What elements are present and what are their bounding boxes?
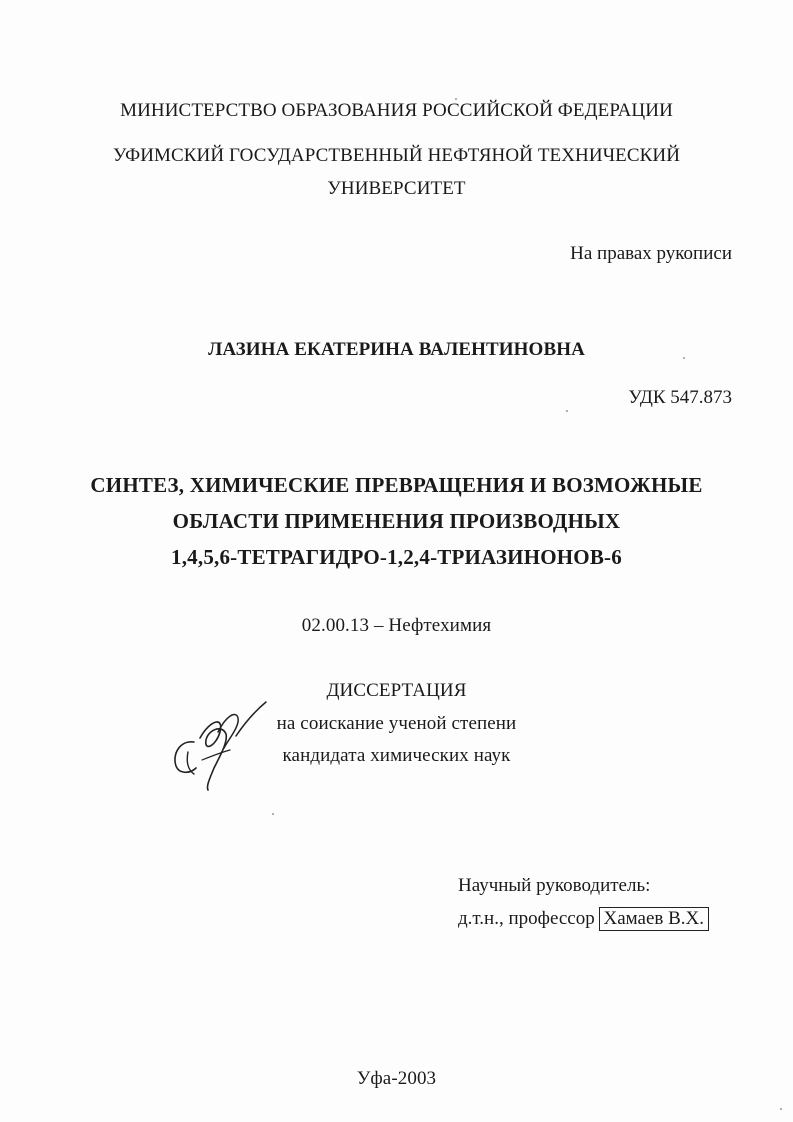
manuscript-rights-note: На правах рукописи	[570, 243, 732, 264]
supervisor-label: Научный руководитель:	[458, 875, 651, 896]
supervisor-degree: д.т.н., профессор	[458, 908, 595, 929]
degree-purpose-line2: кандидата химических наук	[282, 745, 511, 766]
scan-speck	[683, 357, 685, 359]
supervisor-name: Хамаев В.Х.	[599, 907, 709, 931]
scan-speck	[455, 98, 457, 100]
author-name: ЛАЗИНА ЕКАТЕРИНА ВАЛЕНТИНОВНА	[208, 339, 585, 360]
thesis-title-line2: ОБЛАСТИ ПРИМЕНЕНИЯ ПРОИЗВОДНЫХ	[172, 509, 621, 533]
supervisor-credentials	[458, 908, 709, 930]
scan-speck	[780, 1108, 782, 1110]
udc-code: УДК 547.873	[628, 387, 732, 408]
dissertation-type: ДИССЕРТАЦИЯ	[326, 680, 467, 701]
thesis-title-line1: СИНТЕЗ, ХИМИЧЕСКИЕ ПРЕВРАЩЕНИЯ И ВОЗМОЖНЫЕ	[90, 473, 703, 497]
degree-purpose-line1: на соискание ученой степени	[276, 713, 517, 734]
thesis-title-line3: 1,4,5,6-ТЕТРАГИДРО-1,2,4-ТРИАЗИНОНОВ-6	[171, 545, 622, 569]
handwritten-signature	[166, 690, 276, 800]
ministry-heading: МИНИСТЕРСТВО ОБРАЗОВАНИЯ РОССИЙСКОЙ ФЕДЕРАЦИИ	[120, 100, 673, 121]
scan-speck	[566, 410, 568, 412]
scan-speck	[272, 813, 274, 815]
university-heading-line2: УНИВЕРСИТЕТ	[327, 178, 466, 199]
specialty-code: 02.00.13 – Нефтехимия	[301, 615, 492, 636]
place-and-year: Уфа-2003	[356, 1068, 437, 1089]
university-heading-line1: УФИМСКИЙ ГОСУДАРСТВЕННЫЙ НЕФТЯНОЙ ТЕХНИЧЕСКИЙ	[112, 145, 681, 166]
